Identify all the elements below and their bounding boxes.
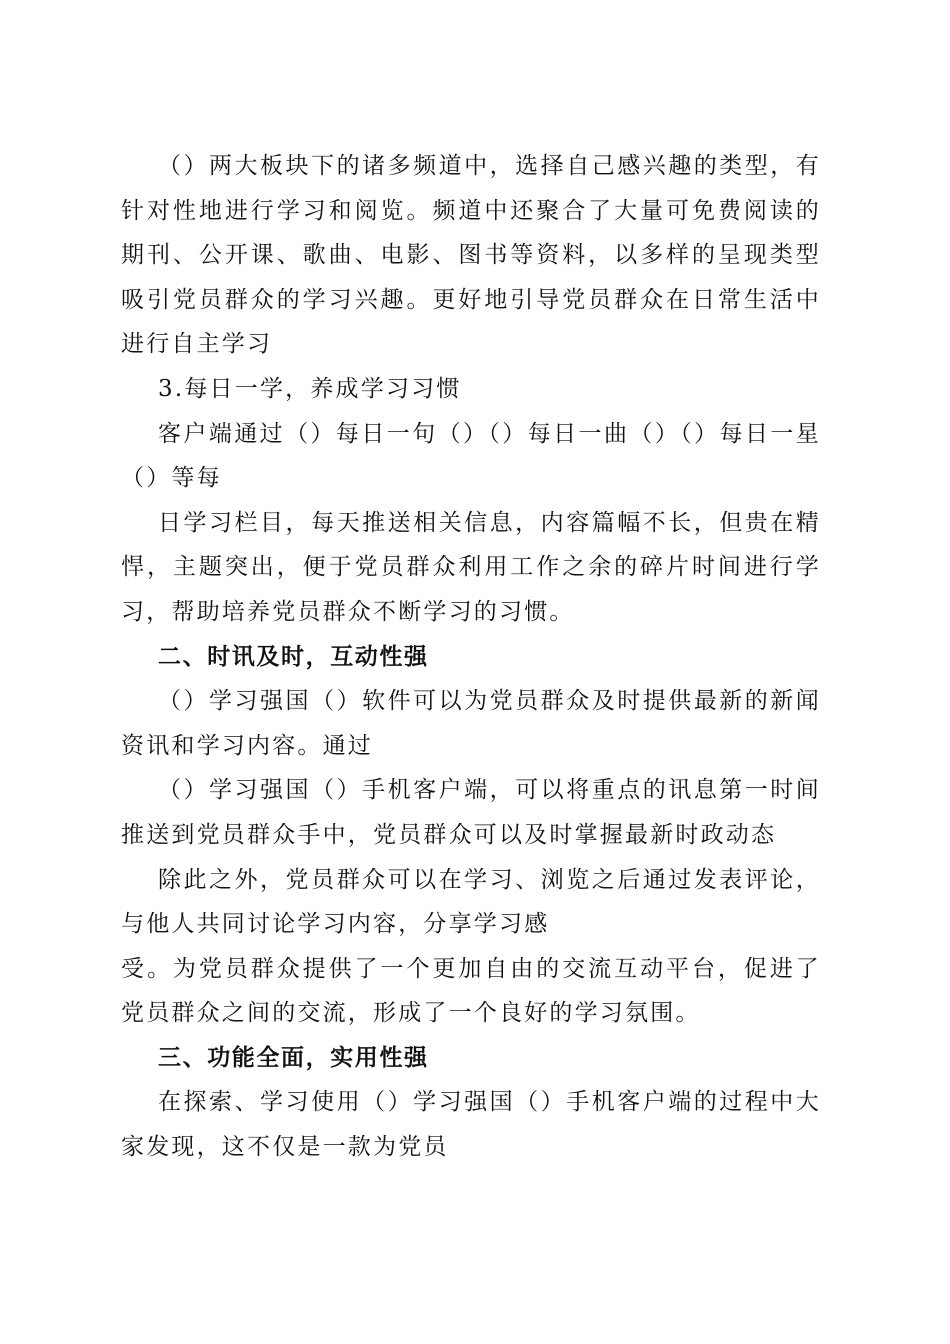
paragraph-daily-columns: 客户端通过（）每日一句（）（）每日一曲（）（）每日一星（）等每 — [121, 420, 821, 492]
paragraph-news-push: （）学习强国（）手机客户端，可以将重点的讯息第一时间推送到党员群众手中，党员群众可以及时掌握最新时政动态 — [121, 777, 821, 848]
section-heading-timely-news: 二、时讯及时，互动性强 — [158, 643, 429, 670]
paragraph-channels: （）两大板块下的诸多频道中，选择自己感兴趣的类型，有针对性地进行学习和阅览。频道中还聚合了大量可免费阅读的期刊、公开课、歌曲、电影、图书等资料，以多样的呈现类型吸引党员群众的学习兴趣。更好地引导党员群众在日常生活中进行自主学习 — [121, 153, 821, 358]
paragraph-news-provision: （）学习强国（）软件可以为党员群众及时提供最新的新闻资讯和学习内容。通过 — [121, 688, 821, 759]
paragraph-features: 在探索、学习使用（）学习强国（）手机客户端的过程中大家发现，这不仅是一款为党员 — [121, 1089, 821, 1161]
paragraph-comments: 除此之外，党员群众可以在学习、浏览之后通过发表评论，与他人共同讨论学习内容，分享学习感 — [121, 866, 821, 938]
section-item-daily-study: 3.每日一学，养成学习习惯 — [158, 375, 462, 402]
paragraph-daily-columns-cont: 日学习栏目，每天推送相关信息，内容篇幅不长，但贵在精悍，主题突出，便于党员群众利用工作之余的碎片时间进行学习，帮助培养党员群众不断学习的习惯。 — [121, 509, 821, 625]
section-heading-features: 三、功能全面，实用性强 — [158, 1044, 429, 1071]
paragraph-comments-cont: 受。为党员群众提供了一个更加自由的交流互动平台，促进了党员群众之间的交流，形成了一个良好的学习氛围。 — [121, 955, 821, 1027]
document-body — [121, 144, 821, 1170]
